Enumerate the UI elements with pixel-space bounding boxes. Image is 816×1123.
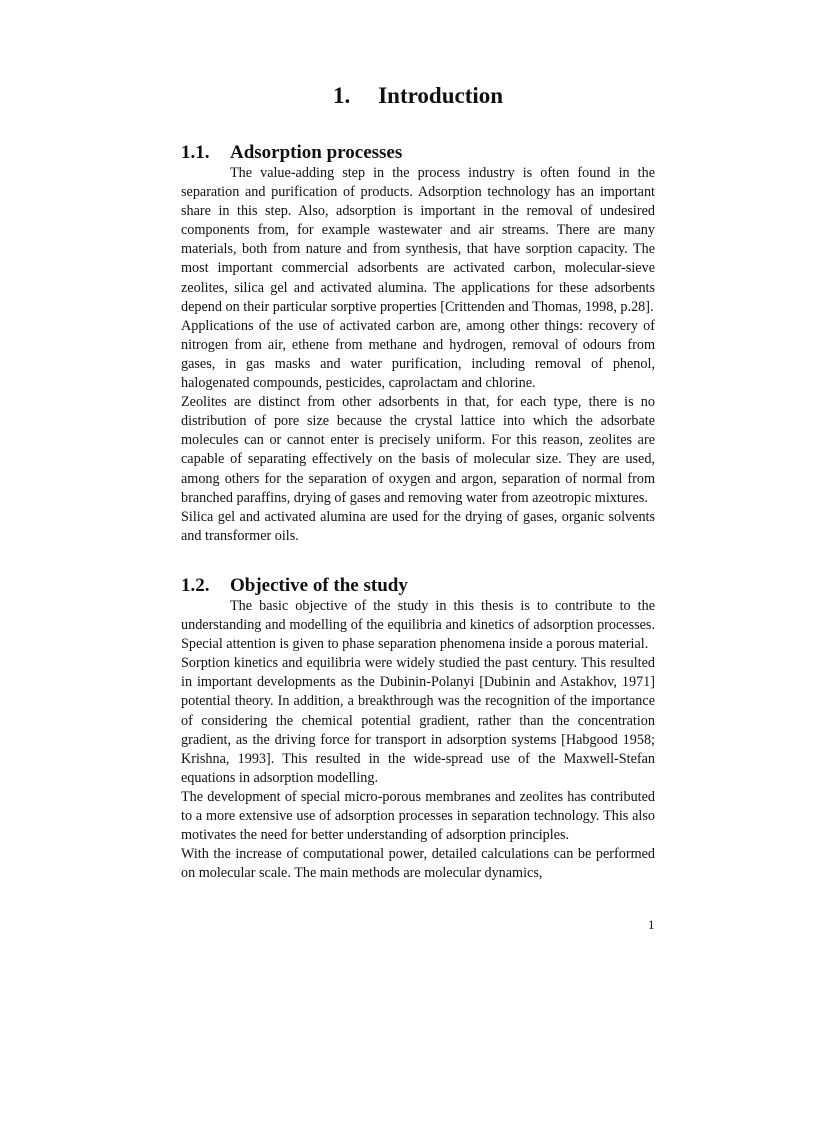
chapter-title <box>181 82 655 110</box>
paragraph: Sorption kinetics and equilibria were widely studied the past century. This resulted in important developments as the Dubinin-Polanyi [Dubinin and Astakhov, 1971] potential theory. In addition, a breakthrough was the recognition of the importance of considering the chemical potential gradient, rather than the concentration gradient, as the driving force for transport in adsorption systems [Habgood 1958; Krishna, 1993]. This resulted in the wide-spread use of the Maxwell-Stefan equations in adsorption modelling. <box>181 655 655 786</box>
section-heading <box>181 575 655 597</box>
paragraph: The development of special micro-porous membranes and zeolites has contributed to a more extensive use of adsorption processes in separation technology. This also motivates the need for better understanding of adsorption principles. <box>181 788 655 844</box>
paragraph: The value-adding step in the process industry is often found in the separation and purification of products. Adsorption technology has an important share in this step. Also, adsorption is important in the removal of undesired components from, for example wastewater and air streams. There are many materials, both from nature and from synthesis, that have sorption capacity. The most important commercial adsorbents are activated carbon, molecular-sieve zeolites, silica gel and activated alumina. The applications for these adsorbents depend on their particular sorptive properties [Crittenden and Thomas, 1998, p.28]. <box>181 165 655 315</box>
section-adsorption-processes <box>181 142 655 546</box>
paragraph: Silica gel and activated alumina are used for the drying of gases, organic solvents and transformer oils. <box>181 508 655 544</box>
section-objective-of-the-study <box>181 575 655 883</box>
chapter-number: 1. <box>332 83 351 108</box>
section-number: 1.2. <box>181 575 210 596</box>
chapter-title-text: Introduction <box>378 83 504 108</box>
paragraph: Applications of the use of activated carbon are, among other things: recovery of nitrogen from air, ethene from methane and hydrogen, removal of odours from gases, in gas masks and water purification, including removal of phenol, halogenated compounds, pesticides, caprolactam and chlorine. <box>181 317 655 392</box>
page-number: 1 <box>648 917 655 932</box>
paragraph: Zeolites are distinct from other adsorbents in that, for each type, there is no distribution of pore size because the crystal lattice into which the adsorbate molecules can or cannot enter is precisely uniform. For this reason, zeolites are capable of separating effectively on the basis of molecular size. They are used, among others for the separation of oxygen and argon, separation of normal from branched paraffins, drying of gases and removing water from azeotropic mixtures. <box>181 394 655 506</box>
section-title: Adsorption processes <box>230 142 403 163</box>
paragraph: The basic objective of the study in this thesis is to contribute to the understanding and modelling of the equilibria and kinetics of adsorption processes. Special attention is given to phase separation phenomena inside a porous material. <box>181 598 655 653</box>
section-heading <box>181 142 655 164</box>
section-title: Objective of the study <box>230 575 408 596</box>
paragraph: With the increase of computational power, detailed calculations can be performed on molecular scale. The main methods are molecular dynamics, <box>181 846 655 882</box>
section-number: 1.1. <box>181 142 210 163</box>
